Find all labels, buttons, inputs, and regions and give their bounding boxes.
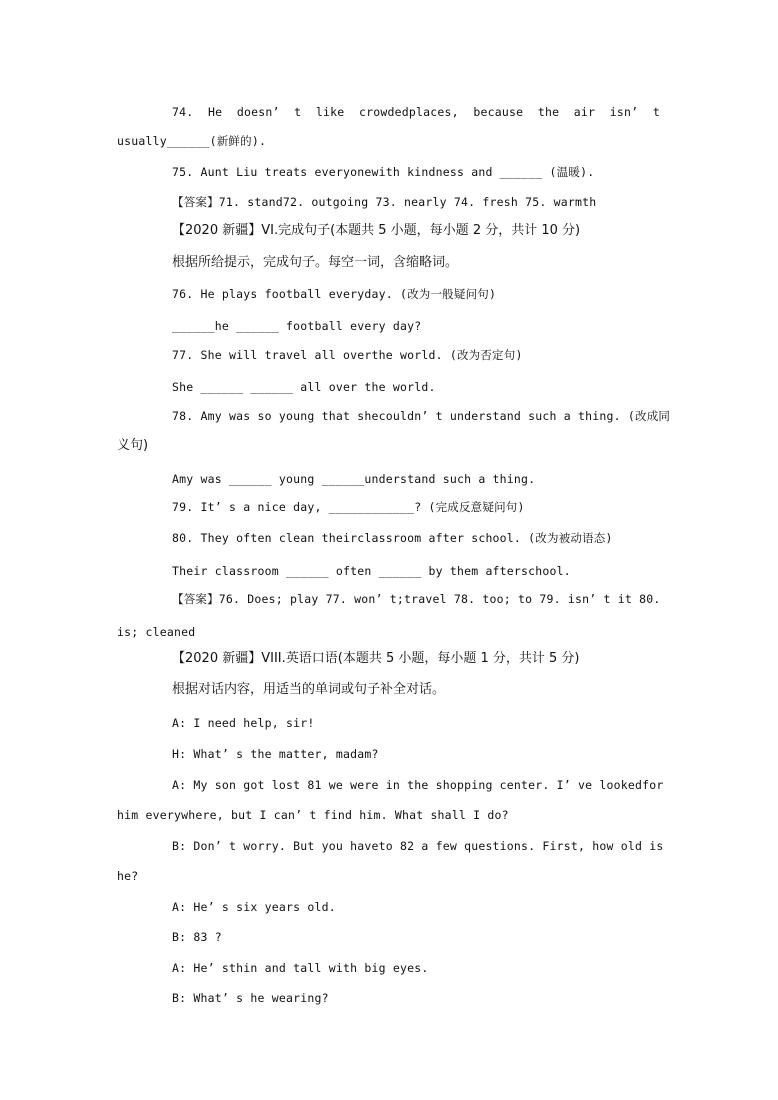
question-79: 79. It’ s a nice day, ____________? (完成反意疑问句) <box>172 500 525 514</box>
question-74-line2: usually______(新鲜的). <box>117 134 267 148</box>
section-viii-instruction: 根据对话内容，用适当的单词或句子补全对话。 <box>172 682 446 697</box>
answer-76-80-line1: 【答案】76. Does; play 77. won’ t;travel 78. too; to 79. isn’ t it 80. <box>172 592 661 606</box>
question-76-blank: ______he ______ football every day? <box>172 319 422 333</box>
question-80: 80. They often clean theirclassroom after school. (改为被动语态) <box>172 531 613 545</box>
dialogue-line-2: H: What’ s the matter, madam? <box>172 747 379 761</box>
question-76: 76. He plays football everyday. (改为一般疑问句) <box>172 287 497 301</box>
question-80-blank: Their classroom ______ often ______ by them afterschool. <box>172 564 571 578</box>
section-vi-instruction: 根据所给提示，完成句子。每空一词，含缩略词。 <box>172 255 459 270</box>
dialogue-line-6: B: 83 ? <box>172 930 222 944</box>
question-75: 75. Aunt Liu treats everyonewith kindness and ______ (温暖). <box>172 165 595 179</box>
question-78-line1: 78. Amy was so young that shecouldn’ t understand such a thing. (改成同 <box>172 409 671 423</box>
dialogue-line-8: B: What’ s he wearing? <box>172 991 329 1005</box>
dialogue-line-4b: he? <box>117 869 139 883</box>
dialogue-line-3a: A: My son got lost 81 we were in the shopping center. I’ ve lookedfor <box>172 778 664 792</box>
section-viii-heading: 【2020 新疆】VIII.英语口语(本题共 5 小题，每小题 1 分，共计 5 分) <box>172 651 580 666</box>
dialogue-line-5: A: He’ s six years old. <box>172 900 336 914</box>
section-vi-heading: 【2020 新疆】VI.完成句子(本题共 5 小题，每小题 2 分，共计 10 分) <box>172 223 581 238</box>
dialogue-line-3b: him everywhere, but I can’ t find him. What shall I do? <box>117 808 509 822</box>
answer-71-75: 【答案】71. stand72. outgoing 73. nearly 74. fresh 75. warmth <box>172 195 597 209</box>
question-77: 77. She will travel all overthe world. (改为否定句) <box>172 348 523 362</box>
dialogue-line-1: A: I need help, sir! <box>172 716 315 730</box>
dialogue-line-7: A: He’ sthin and tall with big eyes. <box>172 961 429 975</box>
question-78-blank: Amy was ______ young ______understand such a thing. <box>172 472 536 486</box>
question-74-line1: 74. He doesn’ t like crowdedplaces, because the air isn’ t <box>172 105 660 119</box>
question-77-blank: She ______ ______ all over the world. <box>172 380 436 394</box>
answer-76-80-line2: is; cleaned <box>117 625 196 639</box>
question-78-line2: 义句) <box>117 438 149 453</box>
dialogue-line-4a: B: Don’ t worry. But you haveto 82 a few questions. First, how old is <box>172 839 664 853</box>
